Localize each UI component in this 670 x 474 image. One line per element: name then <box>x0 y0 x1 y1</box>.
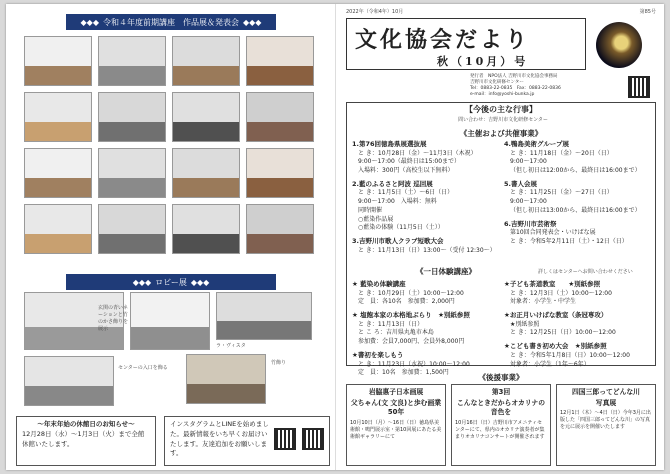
notice-dates: 12月28日（水）～1月3日（火）まで全館休館いたします。 <box>22 429 145 448</box>
support-title: 《後援事業》 <box>478 373 524 382</box>
support-event-subtitle: 写真展 <box>595 399 617 408</box>
support-event-detail: 10月10日（月）～16日（日）徳島県美術館・鳴門展示室・第10回展にあたる美術館ギャラリーにて <box>350 419 442 440</box>
event-detail: （但し初日は12:00から、最終日は16:00まで） <box>510 167 641 175</box>
event-title: 6.吉野川市芸術祭 <box>504 219 557 228</box>
event-item <box>352 237 502 255</box>
events-right-column <box>504 140 654 251</box>
lobby-photo <box>130 292 210 350</box>
publisher-info: 発行者 NPO法人 吉野川市文化協会事務局 吉野川市文化研修センター Tel：0883-22-0835 Fax：0883-22-0836 e-mail：info@yoshi-bunka.jp <box>470 74 561 98</box>
support-event-subtitle: 父ちゃん(文 文良)と歩む画業50年 <box>350 399 442 417</box>
inquiry-line: 問い合わせ：吉野川市文化研修センター <box>458 117 548 123</box>
event-detail: 対象者：小学生（1年～6年） <box>510 360 590 368</box>
event-title: 2.藍のふるさと阿波 巡回展 <box>352 179 433 188</box>
event-detail: 第10回合同発表会・いけばな展 <box>510 229 596 237</box>
support-event-box <box>346 384 446 466</box>
exhibition-photo <box>98 36 166 86</box>
event-detail: と こ ろ：吉川県丸亀市本島 <box>358 329 434 337</box>
event-item <box>504 342 654 369</box>
diamond-icon: ◆◆◆ <box>243 17 262 27</box>
event-detail: 定 員：10名 参加費：1,500円 <box>358 369 449 377</box>
event-title: ★ 塩飽本家の本格地ぶらり ★別紙参照 <box>352 311 470 320</box>
left-page <box>6 4 336 470</box>
exhibition-photo <box>172 204 240 254</box>
event-title: ★こども書き初め大会 ★別紙参照 <box>504 342 607 351</box>
event-detail: 9:00～17:00 <box>510 158 547 166</box>
event-item <box>352 180 502 233</box>
event-title: 3.吉野川市歌人クラブ短歌大会 <box>352 236 444 245</box>
event-item <box>352 280 502 307</box>
diamond-icon: ◆◆◆ <box>80 17 99 27</box>
diamond-icon: ◆◆◆ <box>190 277 210 287</box>
lobby-header <box>66 274 276 290</box>
support-event-title: 岩脇惠子日本画展 <box>368 388 424 396</box>
exhibition-photo <box>98 92 166 142</box>
event-title: 4.鴨島美術グループ展 <box>504 140 569 148</box>
workshops-right-column <box>504 280 654 373</box>
closure-notice <box>16 416 156 466</box>
event-detail: 9:00～17:00（最終日は15:00まで） <box>358 158 461 166</box>
event-detail: ★別紙参照 <box>510 320 540 328</box>
notice-heading: ～年末年始の休館日のお知らせ～ <box>37 420 135 428</box>
event-detail: ○藍染の体験（11月5日（土）） <box>358 224 444 232</box>
exhibition-photo <box>246 36 314 86</box>
exhibition-photo <box>172 92 240 142</box>
event-detail: と き：12月3日（土）10:00～12:00 <box>510 289 612 297</box>
event-detail: 定 員：各10名 参加費：2,000円 <box>358 298 455 306</box>
exhibition-photo <box>24 92 92 142</box>
event-item <box>352 140 502 176</box>
event-detail: と き：11月23日（水祝）10:00～12:00 <box>358 360 470 368</box>
day-workshops-title: 《一日体験講座》 <box>416 267 476 276</box>
lobby-caption: 竹飾り <box>271 360 287 366</box>
event-title: ★ 藍染め体験講座 <box>352 280 406 288</box>
lobby-title: ロビー展 <box>155 277 187 287</box>
exhibition-photo <box>24 36 92 86</box>
event-detail: ○藍染作品展 <box>358 215 394 223</box>
support-event-title: 四国三郎ってどんな川 <box>572 388 640 396</box>
event-detail: と き：11月25日（金）～27日（日） <box>510 189 613 197</box>
support-event-subtitle: こんなときだからオカリナの音色を <box>456 399 546 417</box>
right-page <box>338 4 664 470</box>
event-item <box>352 311 502 347</box>
website-qr-icon[interactable] <box>628 76 650 98</box>
support-event-box <box>556 384 656 466</box>
day-workshops-note: 詳しくはセンターへお問い合わせください <box>538 269 633 275</box>
issue-label: 秋（10月）号 <box>437 55 529 68</box>
event-item <box>504 180 654 216</box>
line-qr-icon[interactable] <box>302 428 324 450</box>
event-detail: 参加費：会員7,000円、会員外8,000円 <box>358 338 465 346</box>
exhibition-photo <box>98 204 166 254</box>
event-title: 1.第76回徳島県展選抜展 <box>352 140 427 148</box>
event-detail: 9:00～17:00 <box>510 198 547 206</box>
exhibition-photo <box>246 204 314 254</box>
support-event-box <box>451 384 551 466</box>
event-detail: と き：12月25日（日）10:00～12:00 <box>510 329 616 337</box>
events-title: 【今後の主な行事】 <box>465 105 537 114</box>
support-event-detail: 12月1日（木）～4日（日）今年3月に出版した「四国三郎ってどんな川」の写真を元に展示を開催いたします <box>560 410 651 431</box>
issue-number: 第85号 <box>639 9 656 15</box>
event-detail: と き：令和5年1月8日（日）10:00～12:00 <box>510 351 630 359</box>
exhibition-photo <box>246 92 314 142</box>
sns-text: インスタグラムとLINEを始めました。最新情報をいち早くお届けいたします。友達追加をお願いします。 <box>170 420 269 458</box>
instagram-qr-icon[interactable] <box>274 428 296 450</box>
exhibition-title: 令和４年度前期講座 作品展＆発表会 <box>103 17 239 27</box>
newsletter-spread <box>6 4 664 470</box>
event-detail: と き：11月18日（金）～20日（日） <box>510 149 613 157</box>
masthead <box>346 18 586 70</box>
issue-date: 2022年（令和4年）10月 <box>346 9 404 15</box>
lobby-caption: 玄関の青いネーションと竹のかさ飾りを展示 <box>98 305 129 332</box>
lobby-caption: ラ・ヴィスタ <box>216 343 246 349</box>
event-item <box>504 311 654 338</box>
event-detail: （但し初日は13:00から、最終日は16:00まで） <box>510 206 641 214</box>
diamond-icon: ◆◆◆ <box>132 277 152 287</box>
moon-illustration <box>596 22 642 68</box>
event-item <box>504 220 654 247</box>
events-left-column <box>352 140 502 259</box>
event-detail: と き：10月29日（土）10:00～12:00 <box>358 289 464 297</box>
lobby-caption: センターの入口を飾る <box>118 365 168 371</box>
exhibition-photo <box>172 148 240 198</box>
event-title: ★お正月いけばな教室（条冠専攻） <box>504 311 608 320</box>
event-title: ★子ども茶道教室 ★別紙参照 <box>504 280 601 288</box>
event-detail: と き：11月13日（日） <box>358 320 424 328</box>
exhibition-photo <box>24 148 92 198</box>
exhibition-photo <box>98 148 166 198</box>
exhibition-photo <box>172 36 240 86</box>
exhibition-photo <box>246 148 314 198</box>
newsletter-title: 文化協会だより <box>355 27 531 53</box>
event-item <box>504 140 654 176</box>
lobby-photo <box>186 354 266 404</box>
event-detail: 入場料：300円（高校生以下無料） <box>358 167 454 175</box>
exhibition-photo <box>24 204 92 254</box>
event-detail: と き：11月13日（日）13:00～（受付 12:30～） <box>358 246 496 254</box>
support-event-title: 第3回 <box>491 388 511 396</box>
event-title: 5.書人会展 <box>504 179 537 188</box>
event-detail: 同時開催 <box>358 206 383 214</box>
lobby-photo <box>216 292 312 340</box>
event-item <box>504 280 654 307</box>
event-detail: と き：令和5年2月11日（土）・12日（日） <box>510 237 628 245</box>
event-detail: と き：10月28日（金）～11月3日（木祝） <box>358 149 477 157</box>
exhibition-header <box>66 14 276 30</box>
event-title: ★書初を楽しもう <box>352 350 404 359</box>
event-detail: 対象者：小学生・中学生 <box>510 298 577 306</box>
event-detail: 9:00～17:00 入場料：無料 <box>358 198 437 206</box>
lobby-photo <box>24 356 114 406</box>
main-events-title: 《主催および共催事業》 <box>459 129 543 138</box>
event-detail: と き：11月5日（土）～6日（日） <box>358 189 454 197</box>
support-event-detail: 10月16日（日）吉野川市アメニティセンターにて、県内のオカリナ演奏者が集まりオカリナコンサートが開催されます <box>455 419 545 440</box>
workshops-left-column <box>352 280 502 382</box>
